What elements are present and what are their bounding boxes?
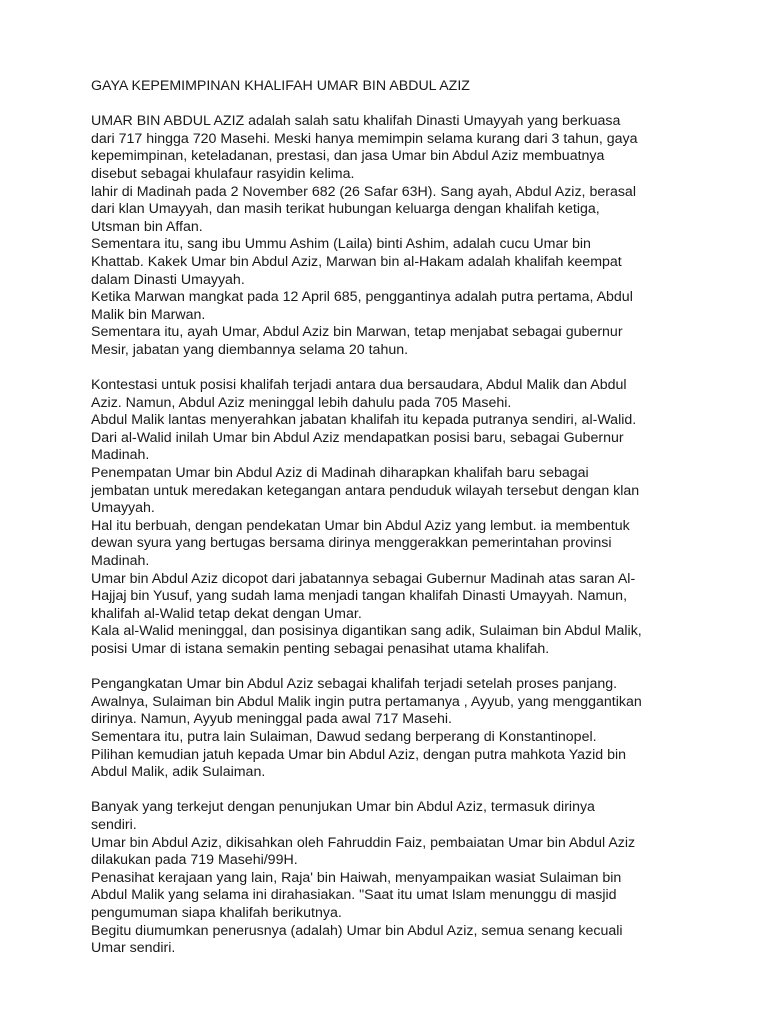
text-line: posisi Umar di istana semakin penting sebagai penasihat utama khalifah. (91, 641, 550, 657)
text-line: Utsman bin Affan. (91, 218, 203, 235)
text-line: pengumuman siapa khalifah berikutnya. (91, 904, 342, 921)
text-line: Madinah. (91, 447, 150, 464)
paragraph-gap (91, 659, 768, 677)
paragraph (91, 113, 768, 359)
text-line: Awalnya, Sulaiman bin Abdul Malik ingin putra pertamanya , Ayyub, yang menggantikan (91, 693, 642, 710)
text-line: dewan syura yang bertugas bersama dirinya menggerakkan pemerintahan provinsi (91, 535, 612, 552)
text-line: disebut sebagai khulafaur rasyidin kelima. (91, 165, 355, 182)
paragraph (91, 799, 768, 957)
text-line: Sementara itu, putra lain Sulaiman, Dawud sedang berperang di Konstantinopel. (91, 728, 597, 745)
text-line: Pengangkatan Umar bin Abdul Aziz sebagai khalifah terjadi setelah proses panjang. (91, 676, 618, 693)
text-line: Abdul Malik yang selama ini dirahasiakan. "Saat itu umat Islam menunggu di masjid (91, 887, 617, 904)
text-line: jembatan untuk meredakan ketegangan antara penduduk wilayah tersebut dengan klan (91, 482, 640, 499)
text-line: Aziz. Namun, Abdul Aziz meninggal lebih dahulu pada 705 Masehi. (91, 394, 512, 411)
text-line: Kontestasi untuk posisi khalifah terjadi antara dua bersaudara, Abdul Malik dan Abdul (91, 377, 627, 394)
text-line: Pilihan kemudian jatuh kepada Umar bin Abdul Aziz, dengan putra mahkota Yazid bin (91, 746, 627, 763)
text-line: Khattab. Kakek Umar bin Abdul Aziz, Marwan bin al-Hakam adalah khalifah keempat (91, 253, 622, 270)
text-line: Hajjaj bin Yusuf, yang sudah lama menjadi tangan khalifah Dinasti Umayyah. Namun, (91, 588, 628, 605)
text-line: Hal itu berbuah, dengan pendekatan Umar bin Abdul Aziz yang lembut. ia membentuk (91, 517, 630, 534)
text-line: Abdul Malik lantas menyerahkan jabatan khalifah itu kepada putranya sendiri, al-Walid. (91, 412, 637, 429)
text-line: Begitu diumumkan penerusnya (adalah) Umar bin Abdul Aziz, semua senang kecuali (91, 922, 623, 939)
text-line: Abdul Malik, adik Sulaiman. (91, 764, 266, 781)
text-line: Ketika Marwan mangkat pada 12 April 685, penggantinya adalah putra pertama, Abdul (91, 289, 633, 306)
text-line: sendiri. (91, 816, 137, 833)
text-line: Malik bin Marwan. (91, 306, 206, 323)
paragraph-gap (91, 360, 768, 378)
text-line: Kala al-Walid meninggal, dan posisinya digantikan sang adik, Sulaiman bin Abdul Malik, (91, 623, 642, 640)
document-title: GAYA KEPEMIMPINAN KHALIFAH UMAR BIN ABDUL AZIZ (91, 78, 470, 94)
text-line: kepemimpinan, keteladanan, prestasi, dan jasa Umar bin Abdul Aziz membuatnya (91, 148, 605, 165)
text-line: Sementara itu, ayah Umar, Abdul Aziz bin Marwan, tetap menjabat sebagai gubernur (91, 324, 623, 341)
text-line: dari 717 hingga 720 Masehi. Meski hanya memimpin selama kurang dari 3 tahun, gaya (91, 130, 638, 147)
text-line: Mesir, jabatan yang diembannya selama 20 tahun. (91, 341, 409, 358)
text-line: Umar bin Abdul Aziz, dikisahkan oleh Fahruddin Faiz, pembaiatan Umar bin Abdul Aziz (91, 834, 636, 851)
text-line: Umayyah. (91, 500, 155, 517)
text-line: dirinya. Namun, Ayyub meninggal pada awal 717 Masehi. (91, 711, 452, 728)
text-line: Penasihat kerajaan yang lain, Raja' bin Haiwah, menyampaikan wasiat Sulaiman bin (91, 869, 622, 886)
text-line: Dari al-Walid inilah Umar bin Abdul Aziz mendapatkan posisi baru, sebagai Gubernur (91, 429, 624, 446)
paragraph (91, 377, 768, 659)
document-body (91, 113, 768, 958)
text-line: khalifah al-Walid tetap dekat dengan Umar. (91, 605, 362, 622)
paragraph-gap (91, 96, 768, 114)
text-line: UMAR BIN ABDUL AZIZ adalah salah satu khalifah Dinasti Umayyah yang berkuasa (91, 113, 621, 130)
paragraph (91, 676, 768, 782)
text-line: dilakukan pada 719 Masehi/99H. (91, 852, 298, 869)
text-line: Umar sendiri. (91, 940, 176, 957)
text-line: dalam Dinasti Umayyah. (91, 271, 245, 288)
text-line: Sementara itu, sang ibu Ummu Ashim (Laila) binti Ashim, adalah cucu Umar bin (91, 236, 591, 253)
text-line: dari klan Umayyah, dan masih terikat hubungan keluarga dengan khalifah ketiga, (91, 201, 600, 218)
text-line: Penempatan Umar bin Abdul Aziz di Madinah diharapkan khalifah baru sebagai (91, 465, 589, 482)
text-line: Umar bin Abdul Aziz dicopot dari jabatannya sebagai Gubernur Madinah atas saran Al- (91, 570, 636, 587)
text-line: Madinah. (91, 553, 150, 570)
text-line: Banyak yang terkejut dengan penunjukan Umar bin Abdul Aziz, termasuk dirinya (91, 799, 595, 816)
paragraph-gap (91, 782, 768, 800)
text-line: lahir di Madinah pada 2 November 682 (26 Safar 63H). Sang ayah, Abdul Aziz, berasal (91, 183, 636, 200)
